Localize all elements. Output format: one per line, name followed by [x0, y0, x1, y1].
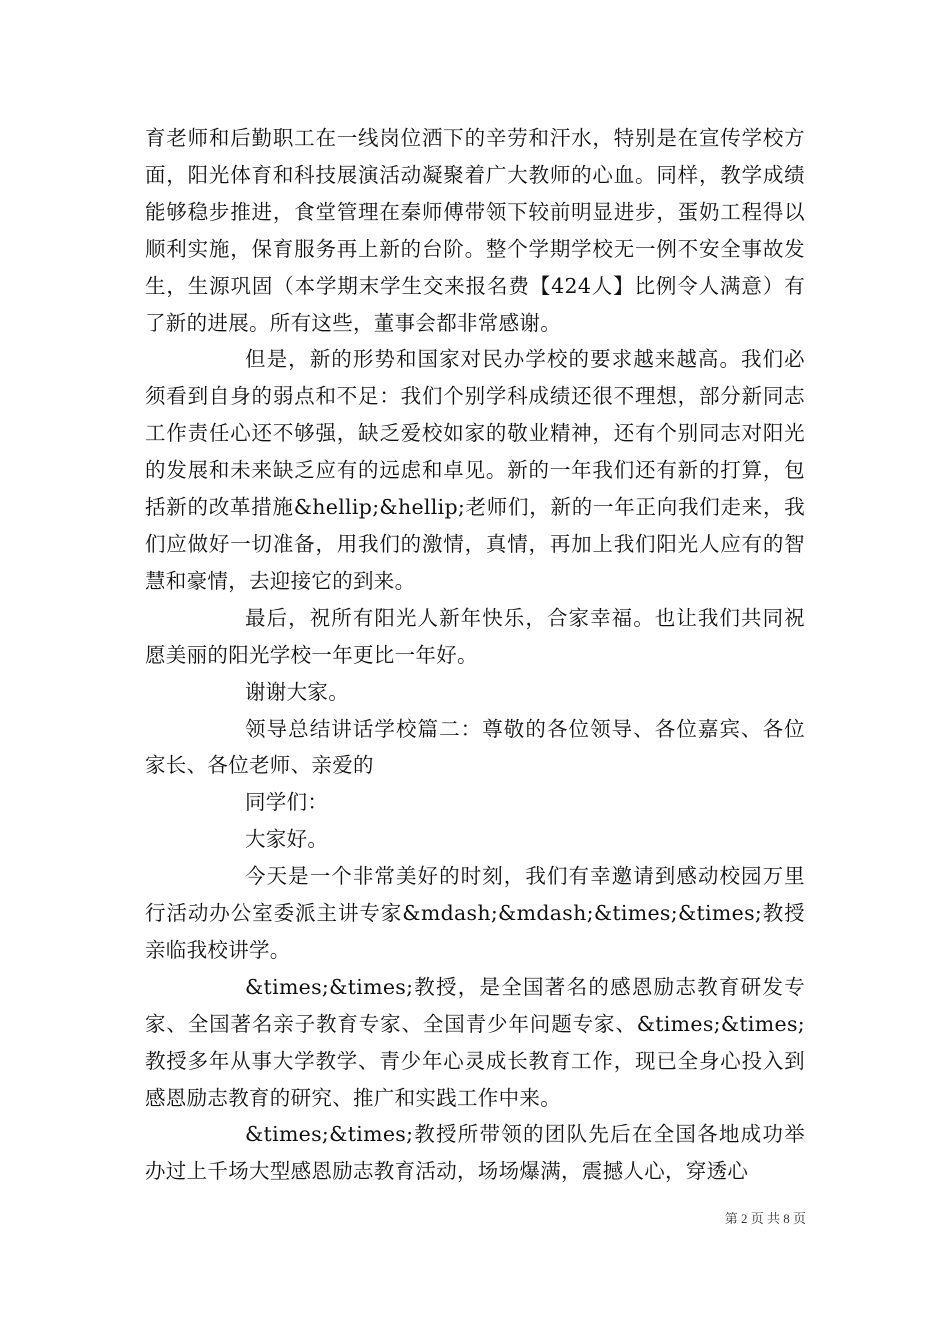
- paragraph: &times;&times;教授，是全国著名的感恩励志教育研发专家、全国著名亲子教育专家、全国青少年问题专家、&times;&times;教授多年从事大学教学、青少年心灵成长教育工作，现已全身心投入到感恩励志教育的研究、推广和实践工作中来。: [145, 974, 805, 1110]
- paragraph: 大家好。: [245, 827, 329, 852]
- paragraph: 谢谢大家。: [245, 679, 349, 704]
- paragraph: 今天是一个非常美好的时刻，我们有幸邀请到感动校园万里行活动办公室委派主讲专家&mdash;&mdash;&times;&times;教授亲临我校讲学。: [145, 864, 805, 962]
- paragraph: 领导总结讲话学校篇二：尊敬的各位领导、各位嘉宾、各位家长、各位老师、亲爱的: [145, 716, 805, 778]
- paragraph: 育老师和后勤职工在一线岗位洒下的辛劳和汗水，特别是在宣传学校方面，阳光体育和科技展演活动凝聚着广大教师的心血。同样，教学成绩能够稳步推进，食堂管理在秦师傅带领下较前明显进步，蛋奶工程得以顺利实施，保育服务再上新的台阶。整个学期学校无一例不安全事故发生，生源巩固（本学期末学生交来报名费【424人】比例令人满意）有了新的进展。所有这些，董事会都非常感谢。: [145, 126, 805, 335]
- paragraph: 但是，新的形势和国家对民办学校的要求越来越高。我们必须看到自身的弱点和不足：我们个别学科成绩还很不理想，部分新同志工作责任心还不够强，缺乏爱校如家的敬业精神，还有个别同志对阳光的发展和未来缺乏应有的远虑和卓见。新的一年我们还有新的打算，包括新的改革措施&hellip;&hellip;老师们，新的一年正向我们走来，我们应做好一切准备，用我们的激情，真情，再加上我们阳光人应有的智慧和豪情，去迎接它的到来。: [145, 347, 805, 593]
- paragraph: 同学们：: [245, 790, 329, 815]
- document-body: [145, 120, 805, 1190]
- page-number: 第 2 页 共 8 页: [724, 1211, 806, 1226]
- paragraph: &times;&times;教授所带领的团队先后在全国各地成功举办过上千场大型感恩励志教育活动，场场爆满，震撼人心，穿透心: [145, 1122, 805, 1184]
- paragraph: 最后，祝所有阳光人新年快乐，合家幸福。也让我们共同祝愿美丽的阳光学校一年更比一年好。: [145, 605, 805, 667]
